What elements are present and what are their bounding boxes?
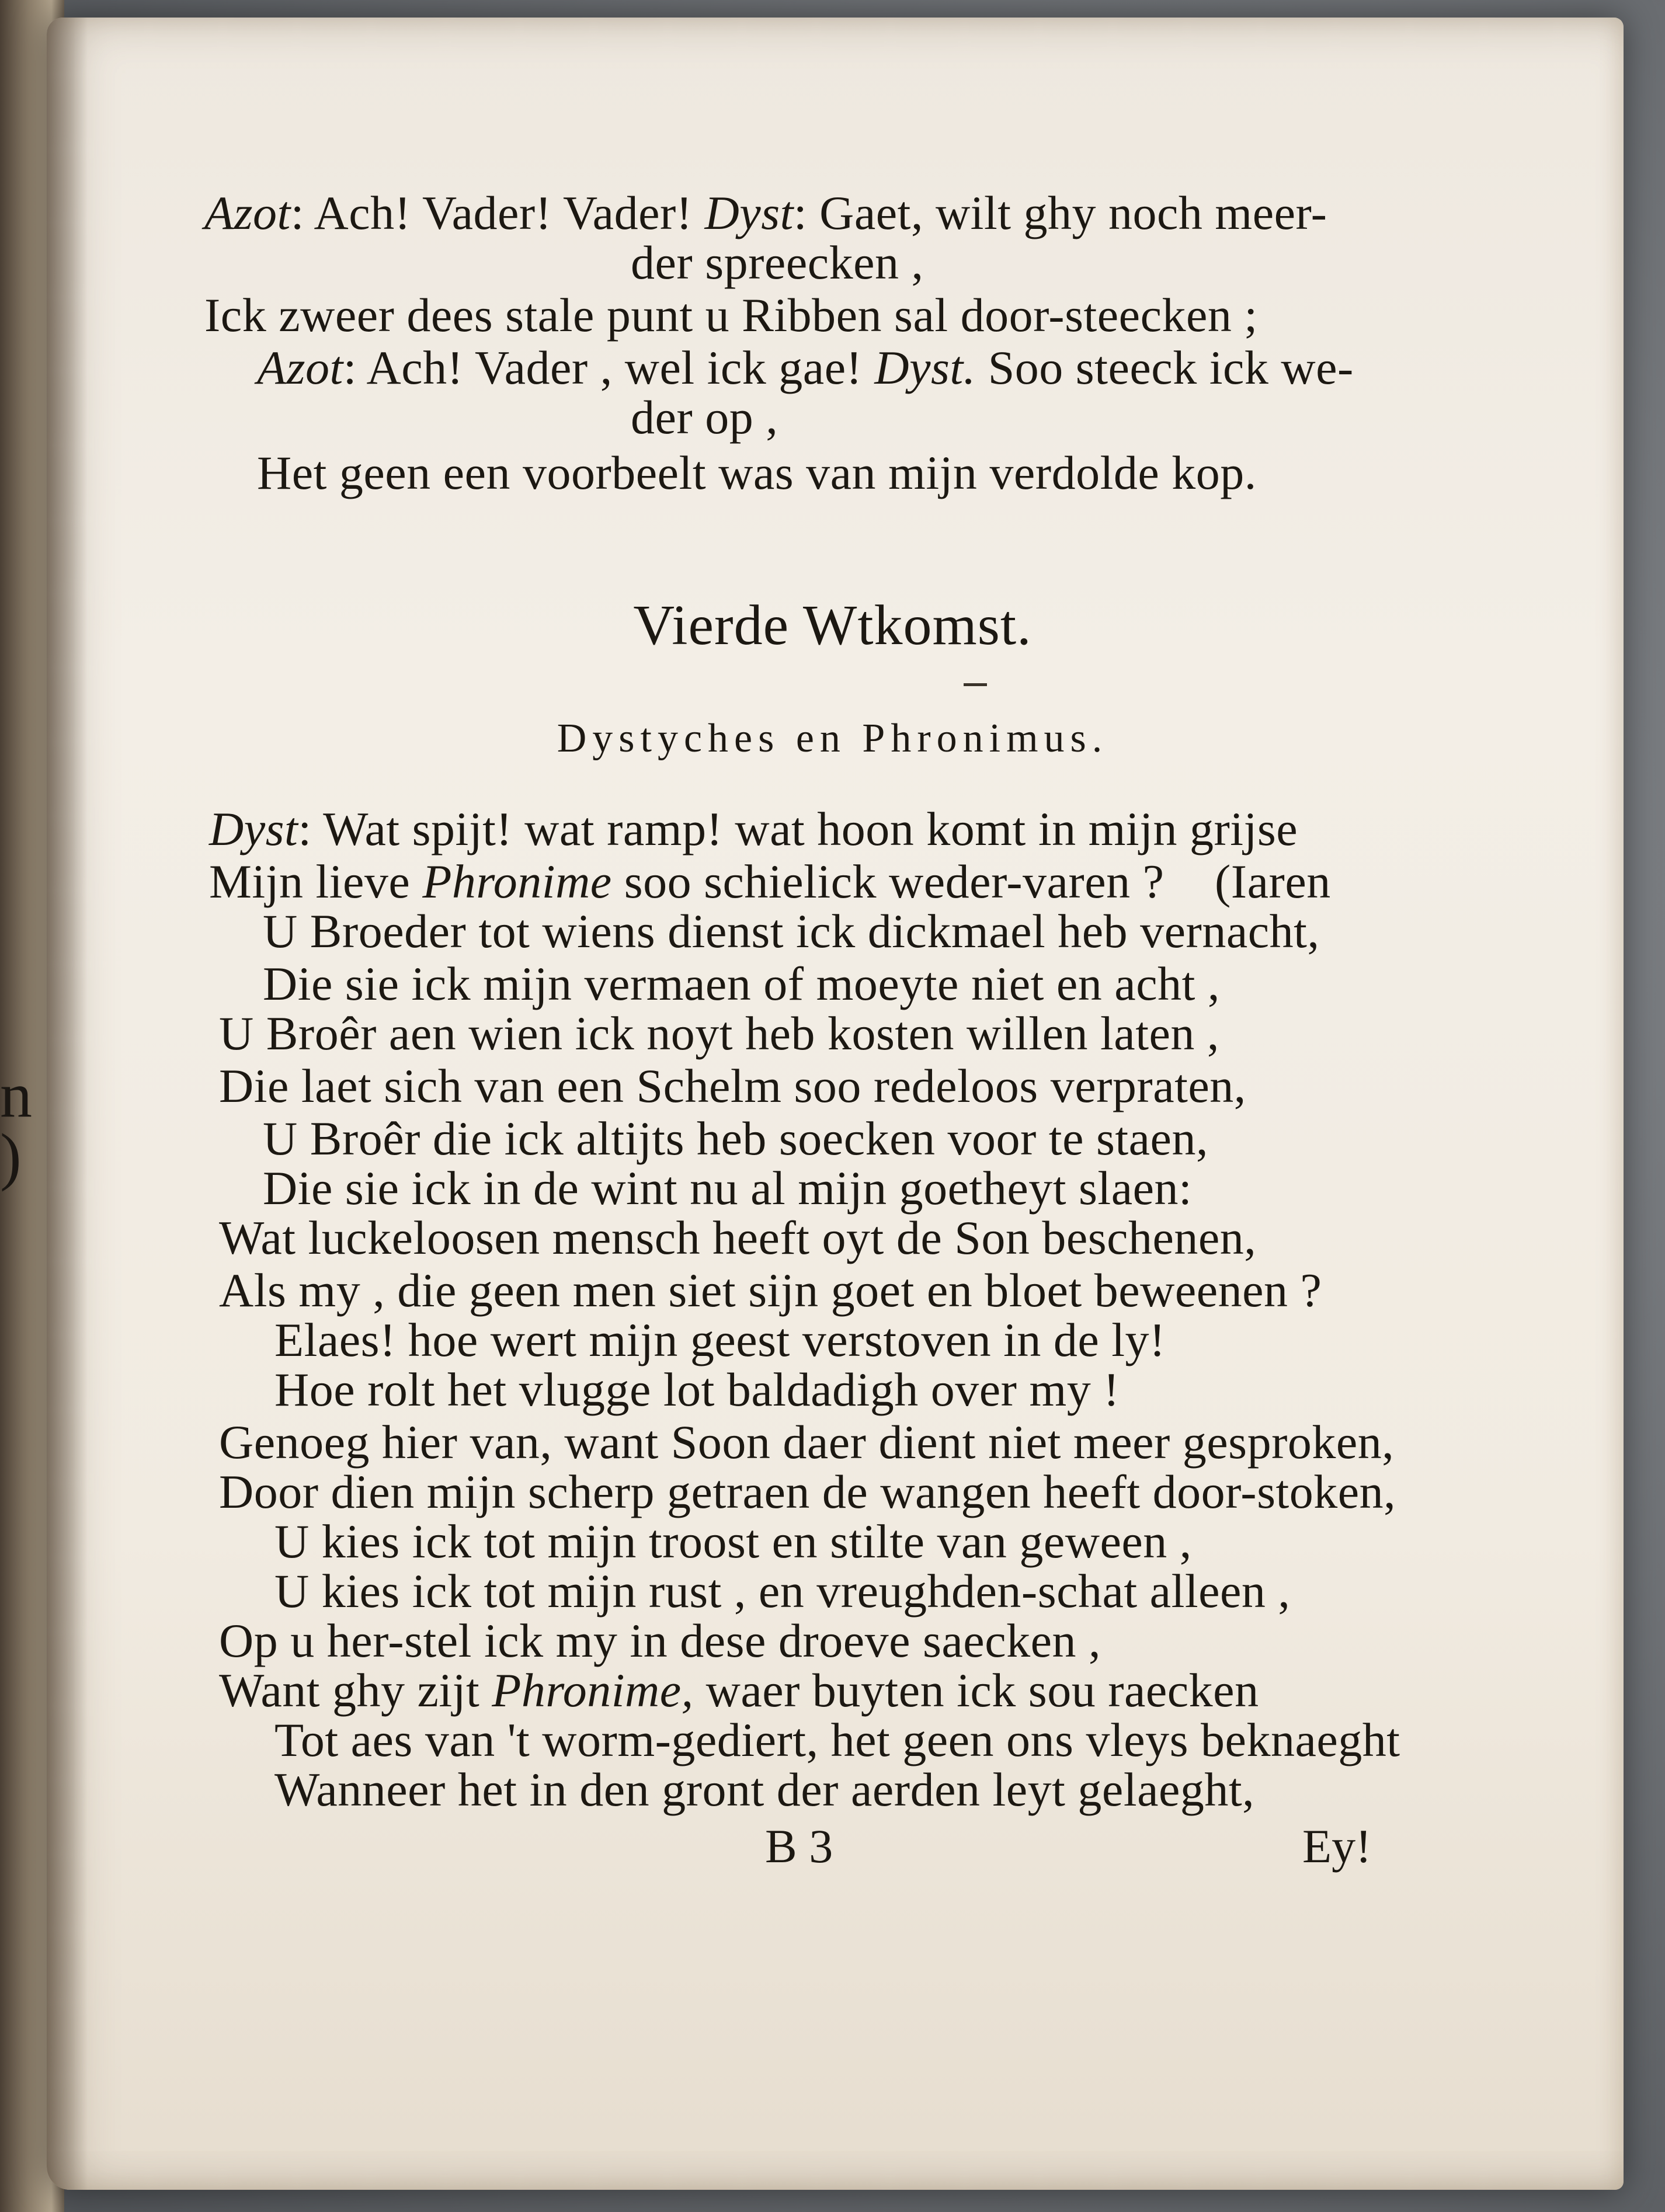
verse-line: Die laet sich van een Schelm soo redeloos verpraten, [219, 1059, 1246, 1112]
verse-line: Want ghy zijt Phronime, waer buyten ick sou raecken [219, 1664, 1259, 1717]
verse-line: Elaes! hoe wert mijn geest verstoven in de ly! [274, 1313, 1166, 1366]
section-subheading: Dystyches en Phronimus. [557, 716, 1108, 761]
verse-line: Als my , die geen men siet sijn goet en bloet beweenen ? [219, 1264, 1322, 1317]
speaker-name: Dyst. [874, 341, 976, 394]
verse-line: der op , [631, 391, 778, 444]
verse-line: Genoeg hier van, want Soon daer dient niet meer gesproken, [219, 1415, 1395, 1469]
verse-line: Het geen een voorbeelt was van mijn verdolde kop. [257, 446, 1257, 499]
catchword: Ey! [1302, 1820, 1372, 1873]
speaker-name: Azot [204, 186, 291, 239]
verse-line: Op u her-stel ick my in dese droeve saecken , [219, 1614, 1101, 1667]
verse-line-turnover: (Iaren [1215, 855, 1331, 908]
speaker-name: Azot [257, 341, 343, 394]
speaker-name: Dyst [209, 802, 298, 855]
verse-line: U Broeder tot wiens dienst ick dickmael heb vernacht, [263, 905, 1320, 958]
verse-line: Door dien mijn scherp getraen de wangen heeft door-stoken, [219, 1465, 1396, 1518]
page-gutter-shadow [47, 18, 88, 2190]
speaker-name: Dyst [704, 186, 794, 239]
verse-line: Die sie ick in de wint nu al mijn goetheyt slaen: [263, 1161, 1193, 1215]
verse-line: Dyst: Wat spijt! wat ramp! wat hoon komt in mijn grijse [209, 802, 1298, 855]
verse-line: der spreecken , [631, 236, 924, 289]
verse-line: U kies ick tot mijn troost en stilte van geween , [274, 1515, 1192, 1568]
verse-line: Die sie ick mijn vermaen of moeyte niet en acht , [263, 957, 1220, 1010]
heading-rule [964, 683, 987, 686]
facing-page-fragment-1: n [0, 1059, 32, 1131]
section-heading: Vierde Wtkomst. [633, 594, 1032, 657]
verse-line: Azot: Ach! Vader , wel ick gae! Dyst. Soo steeck ick we- [257, 341, 1354, 394]
verse-line: Wanneer het in den gront der aerden leyt gelaeght, [274, 1763, 1255, 1816]
verse-line: Wat luckeloosen mensch heeft oyt de Son beschenen, [219, 1211, 1257, 1264]
verse-line: Hoe rolt het vlugge lot baldadigh over my ! [274, 1363, 1120, 1416]
verse-line: U Broêr die ick altijts heb soecken voor te staen, [263, 1112, 1208, 1165]
verse-line: Azot: Ach! Vader! Vader! Dyst: Gaet, wilt ghy noch meer- [204, 186, 1327, 239]
verse-line: U Broêr aen wien ick noyt heb kosten willen laten , [219, 1007, 1219, 1060]
verse-line: Ick zweer dees stale punt u Ribben sal door-steecken ; [204, 288, 1258, 342]
signature-mark: B 3 [765, 1820, 833, 1873]
verse-line: U kies ick tot mijn rust , en vreughden-schat alleen , [274, 1564, 1291, 1618]
facing-page-fragment-2: ) [0, 1121, 22, 1192]
verse-line: Mijn lieve Phronime soo schielick weder-varen ? [209, 855, 1165, 908]
verse-line: Tot aes van 't worm-gediert, het geen ons vleys beknaeght [274, 1713, 1400, 1766]
